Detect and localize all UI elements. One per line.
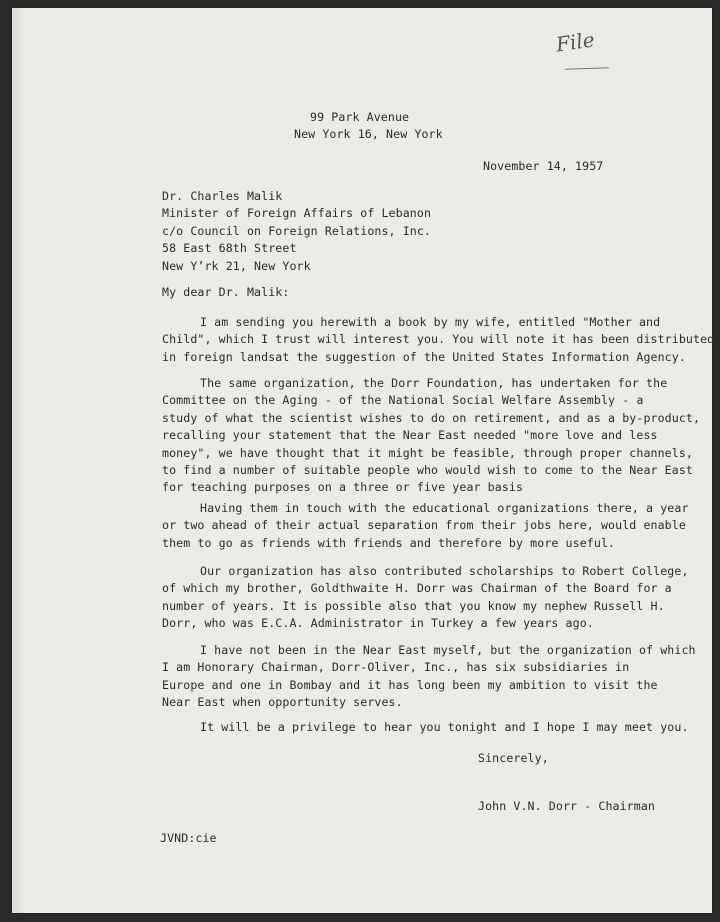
paragraph-line: or two ahead of their actual separation from their jobs here, would enable: [162, 518, 686, 533]
paragraph-line: for teaching purposes on a three or five year basis: [162, 480, 524, 495]
paragraph-2: [162, 375, 700, 497]
recipient-street: 58 East 68th Street: [162, 241, 297, 256]
paragraph-line: Near East when opportunity serves.: [162, 695, 403, 710]
paragraph-1: [162, 314, 714, 366]
sender-address-line2: New York 16, New York: [294, 127, 443, 141]
signature-line: John V.N. Dorr - Chairman: [478, 799, 656, 813]
paragraph-3: [162, 500, 689, 552]
paragraph-5: [162, 642, 696, 712]
closing: Sincerely,: [478, 751, 549, 765]
paragraph-line: The same organization, the Dorr Foundation, has undertaken for the: [200, 376, 668, 390]
paragraph-line: in foreign landsat the suggestion of the United States Information Agency.: [162, 349, 686, 364]
paragraph-line: to find a number of suitable people who would wish to come to the Near East: [162, 462, 694, 477]
paragraph-line: I am sending you herewith a book by my wife, entitled "Mother and: [200, 315, 661, 329]
sender-address-line1: 99 Park Avenue: [310, 110, 410, 124]
paragraph-4: [162, 563, 689, 633]
paragraph-line: Having them in touch with the educational organizations there, a year: [200, 501, 689, 515]
paragraph-line: money", we have thought that it might be feasible, through proper channels,: [162, 445, 694, 460]
recipient-city: New Y’rk 21, New York: [162, 258, 311, 273]
paragraph-line: them to go as friends with friends and therefore by more useful.: [162, 535, 616, 550]
recipient-title: Minister of Foreign Affairs of Lebanon: [162, 206, 432, 221]
recipient-block: [162, 188, 431, 275]
letter-date: November 14, 1957: [483, 159, 604, 173]
reference-initials: JVND:cie: [160, 831, 217, 845]
recipient-name: Dr. Charles Malik: [162, 189, 283, 203]
paragraph-line: Europe and one in Bombay and it has long been my ambition to visit the: [162, 677, 658, 692]
paragraph-line: study of what the scientist wishes to do on retirement, and as a by-product,: [162, 410, 701, 425]
paragraph-line: I am Honorary Chairman, Dorr-Oliver, Inc., has six subsidiaries in: [162, 660, 630, 675]
paragraph-line: Dorr, who was E.C.A. Administrator in Turkey a few years ago.: [162, 616, 594, 631]
recipient-care-of: c/o Council on Foreign Relations, Inc.: [162, 223, 432, 238]
paragraph-6: It will be a privilege to hear you tonight and I hope I may meet you.: [200, 720, 689, 734]
paragraph-line: of which my brother, Goldthwaite H. Dorr was Chairman of the Board for a: [162, 581, 672, 596]
paragraph-line: Committee on the Aging - of the National Social Welfare Assembly - a: [162, 393, 644, 408]
handwritten-file-note: File: [554, 27, 596, 57]
paragraph-line: Our organization has also contributed scholarships to Robert College,: [200, 564, 689, 578]
paragraph-line: I have not been in the Near East myself, but the organization of which: [200, 643, 696, 657]
paragraph-line: Child", which I trust will interest you. You will note it has been distributed: [162, 332, 715, 347]
paragraph-line: recalling your statement that the Near East needed "more love and less: [162, 428, 658, 443]
paper-edge-shadow: [12, 8, 26, 913]
paragraph-line: number of years. It is possible also that you know my nephew Russell H.: [162, 598, 665, 613]
salutation: My dear Dr. Malik:: [162, 285, 290, 299]
